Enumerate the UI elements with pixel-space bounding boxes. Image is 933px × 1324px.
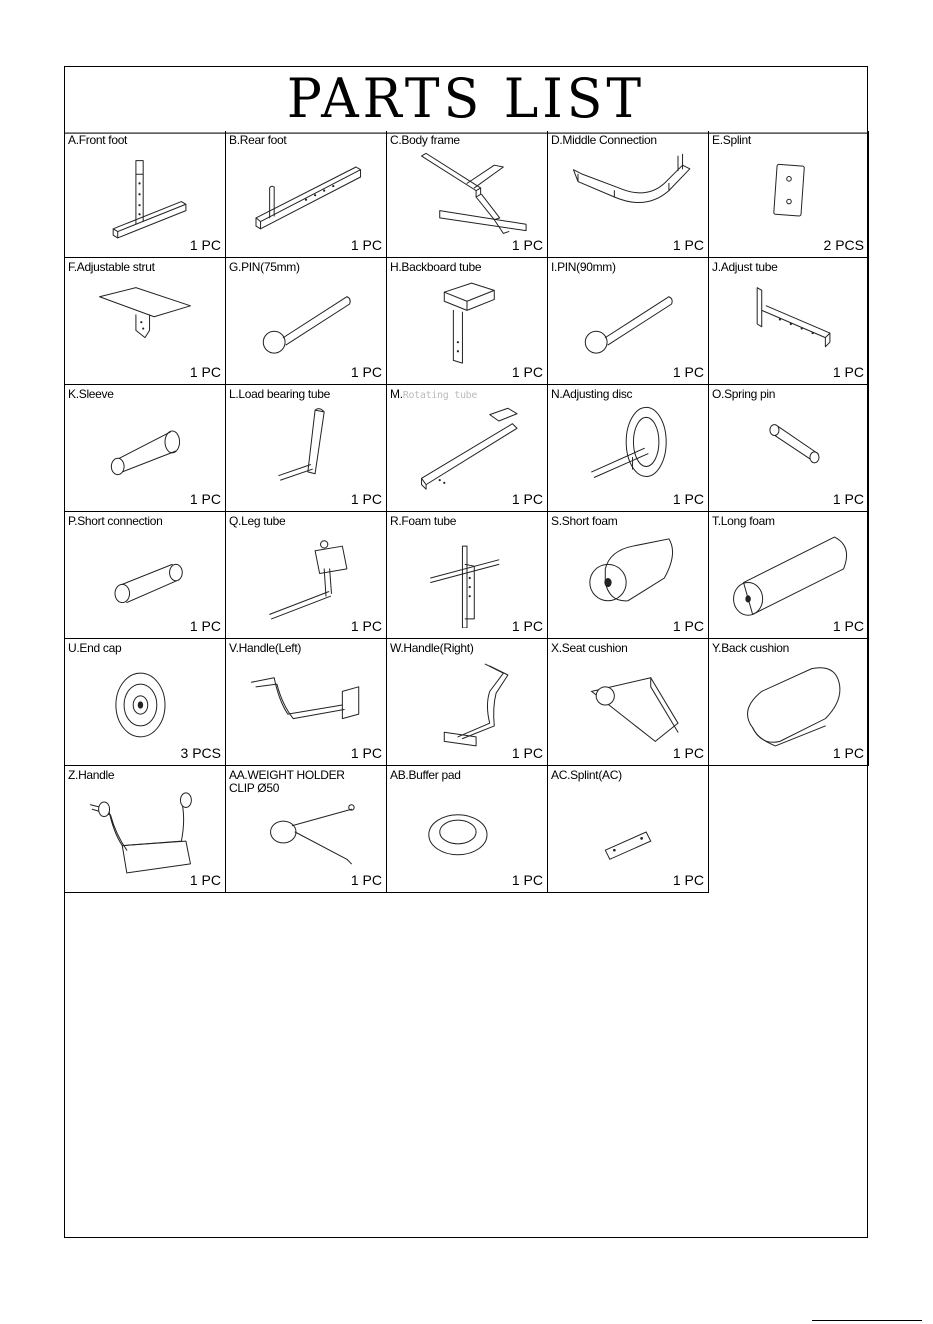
part-label <box>551 769 701 782</box>
end-cap-icon <box>75 655 215 755</box>
part-cell <box>387 131 548 258</box>
part-label <box>551 388 701 401</box>
part-label-text: R.Foam tube <box>390 514 457 528</box>
part-cell <box>226 131 387 258</box>
part-cell <box>387 258 548 385</box>
part-label <box>68 261 218 274</box>
part-label-text: S.Short foam <box>551 514 618 528</box>
part-label <box>551 261 701 274</box>
backboard-tube-icon <box>397 274 537 374</box>
buffer-pad-icon <box>397 782 537 882</box>
part-cell <box>548 512 709 639</box>
part-label-text: F.Adjustable strut <box>68 260 155 274</box>
rotating-tube-icon <box>397 401 537 501</box>
part-cell <box>226 766 387 893</box>
part-cell <box>65 766 226 893</box>
part-label <box>712 388 862 401</box>
part-quantity: 1 PC <box>672 745 704 761</box>
part-quantity: 1 PC <box>511 237 543 253</box>
part-cell <box>548 258 709 385</box>
rear-foot-icon <box>236 147 376 247</box>
part-cell <box>387 512 548 639</box>
part-label-text: I.PIN(90mm) <box>551 260 616 274</box>
part-cell <box>387 766 548 893</box>
part-quantity: 1 PC <box>189 491 221 507</box>
parts-list-sheet <box>64 66 868 1238</box>
handle-left-icon <box>236 655 376 755</box>
part-label-text: B.Rear foot <box>229 133 287 147</box>
pin-icon <box>558 274 698 374</box>
part-quantity: 1 PC <box>672 618 704 634</box>
part-label-text: E.Splint <box>712 133 751 147</box>
part-label-text: D.Middle Connection <box>551 133 657 147</box>
part-cell <box>65 512 226 639</box>
part-label <box>229 261 379 274</box>
part-label <box>229 388 379 401</box>
part-quantity: 1 PC <box>189 237 221 253</box>
part-quantity: 1 PC <box>832 745 864 761</box>
pin-icon <box>236 274 376 374</box>
part-quantity: 1 PC <box>511 491 543 507</box>
body-frame-icon <box>397 147 537 247</box>
weight-holder-clip-icon <box>236 782 376 882</box>
part-cell <box>548 639 709 766</box>
part-quantity: 1 PC <box>189 872 221 888</box>
part-label-text: P.Short connection <box>68 514 163 528</box>
part-cell <box>709 639 869 766</box>
short-foam-icon <box>558 528 698 628</box>
part-quantity: 1 PC <box>350 618 382 634</box>
part-quantity: 1 PC <box>672 237 704 253</box>
part-label <box>712 642 862 655</box>
part-cell <box>709 385 869 512</box>
part-cell <box>548 131 709 258</box>
part-quantity: 1 PC <box>350 364 382 380</box>
part-label-text: Z.Handle <box>68 768 115 782</box>
part-label <box>390 769 540 782</box>
part-label-text: G.PIN(75mm) <box>229 260 300 274</box>
part-quantity: 1 PC <box>189 618 221 634</box>
part-label <box>712 134 862 147</box>
part-label <box>712 515 862 528</box>
long-foam-icon <box>719 528 859 628</box>
part-quantity: 1 PC <box>350 872 382 888</box>
part-quantity: 1 PC <box>350 491 382 507</box>
part-quantity: 1 PC <box>832 491 864 507</box>
splint-ac-icon <box>558 782 698 882</box>
part-label <box>551 515 701 528</box>
part-quantity: 1 PC <box>511 745 543 761</box>
part-quantity: 1 PC <box>511 364 543 380</box>
seat-cushion-icon <box>558 655 698 755</box>
part-cell <box>709 131 869 258</box>
part-quantity: 1 PC <box>832 364 864 380</box>
part-label <box>712 261 862 274</box>
leg-tube-icon <box>236 528 376 628</box>
part-label <box>68 642 218 655</box>
part-quantity: 1 PC <box>672 872 704 888</box>
part-label-text: H.Backboard tube <box>390 260 482 274</box>
part-label <box>229 515 379 528</box>
part-label-text: W.Handle(Right) <box>390 641 474 655</box>
part-cell <box>387 385 548 512</box>
part-label-text: N.Adjusting disc <box>551 387 633 401</box>
part-label <box>229 642 379 655</box>
part-label-text: C.Body frame <box>390 133 460 147</box>
adjusting-disc-icon <box>558 401 698 501</box>
part-label <box>68 769 218 782</box>
part-quantity: 3 PCS <box>180 745 221 761</box>
part-label <box>68 515 218 528</box>
part-label-faded-text: Rotating tube <box>402 390 478 401</box>
part-cell <box>65 639 226 766</box>
part-label-text: U.End cap <box>68 641 122 655</box>
part-label <box>390 642 540 655</box>
part-cell <box>709 258 869 385</box>
sleeve-icon <box>75 401 215 501</box>
part-quantity: 1 PC <box>672 364 704 380</box>
adjust-tube-icon <box>719 274 859 374</box>
part-cell <box>548 385 709 512</box>
part-cell <box>226 512 387 639</box>
part-label-text: J.Adjust tube <box>712 260 778 274</box>
part-cell <box>226 639 387 766</box>
part-label-text: K.Sleeve <box>68 387 114 401</box>
handle-icon <box>75 782 215 882</box>
part-quantity: 1 PC <box>189 364 221 380</box>
part-label-text: Q.Leg tube <box>229 514 286 528</box>
part-label-text: M. <box>390 387 403 401</box>
part-label-text: AA.WEIGHT HOLDER CLIP Ø50 <box>229 768 345 795</box>
part-label-text: A.Front foot <box>68 133 128 147</box>
part-label-text: AC.Splint(AC) <box>551 768 622 782</box>
back-cushion-icon <box>719 655 859 755</box>
part-label-text: T.Long foam <box>712 514 775 528</box>
part-label-text: X.Seat cushion <box>551 641 628 655</box>
adjustable-strut-icon <box>75 274 215 374</box>
part-label <box>68 388 218 401</box>
part-quantity: 1 PC <box>511 618 543 634</box>
front-foot-icon <box>75 147 215 247</box>
part-label <box>551 642 701 655</box>
page-title: PARTS LIST <box>65 65 867 133</box>
part-quantity: 1 PC <box>350 237 382 253</box>
part-label <box>390 388 540 402</box>
part-label-text: AB.Buffer pad <box>390 768 461 782</box>
part-label-text: O.Spring pin <box>712 387 776 401</box>
part-label <box>390 134 540 147</box>
part-cell <box>226 385 387 512</box>
foam-tube-icon <box>397 528 537 628</box>
part-cell <box>709 512 869 639</box>
part-quantity: 1 PC <box>832 618 864 634</box>
spring-pin-icon <box>719 401 859 501</box>
part-quantity: 1 PC <box>511 872 543 888</box>
footer-rule <box>812 1320 922 1321</box>
part-quantity: 2 PCS <box>823 237 864 253</box>
part-quantity: 1 PC <box>672 491 704 507</box>
middle-connection-icon <box>558 147 698 247</box>
load-bearing-tube-icon <box>236 401 376 501</box>
part-label <box>390 261 540 274</box>
part-label-text: L.Load bearing tube <box>229 387 331 401</box>
part-cell <box>226 258 387 385</box>
part-quantity: 1 PC <box>350 745 382 761</box>
part-label-text: Y.Back cushion <box>712 641 789 655</box>
part-cell <box>548 766 709 893</box>
handle-right-icon <box>397 655 537 755</box>
short-connection-icon <box>75 528 215 628</box>
splint-icon <box>719 147 859 247</box>
part-cell <box>387 639 548 766</box>
part-label <box>390 515 540 528</box>
part-label <box>68 134 218 147</box>
part-label-text: V.Handle(Left) <box>229 641 302 655</box>
part-label <box>229 134 379 147</box>
part-cell <box>65 131 226 258</box>
part-cell <box>65 258 226 385</box>
part-cell <box>65 385 226 512</box>
part-label <box>551 134 701 147</box>
